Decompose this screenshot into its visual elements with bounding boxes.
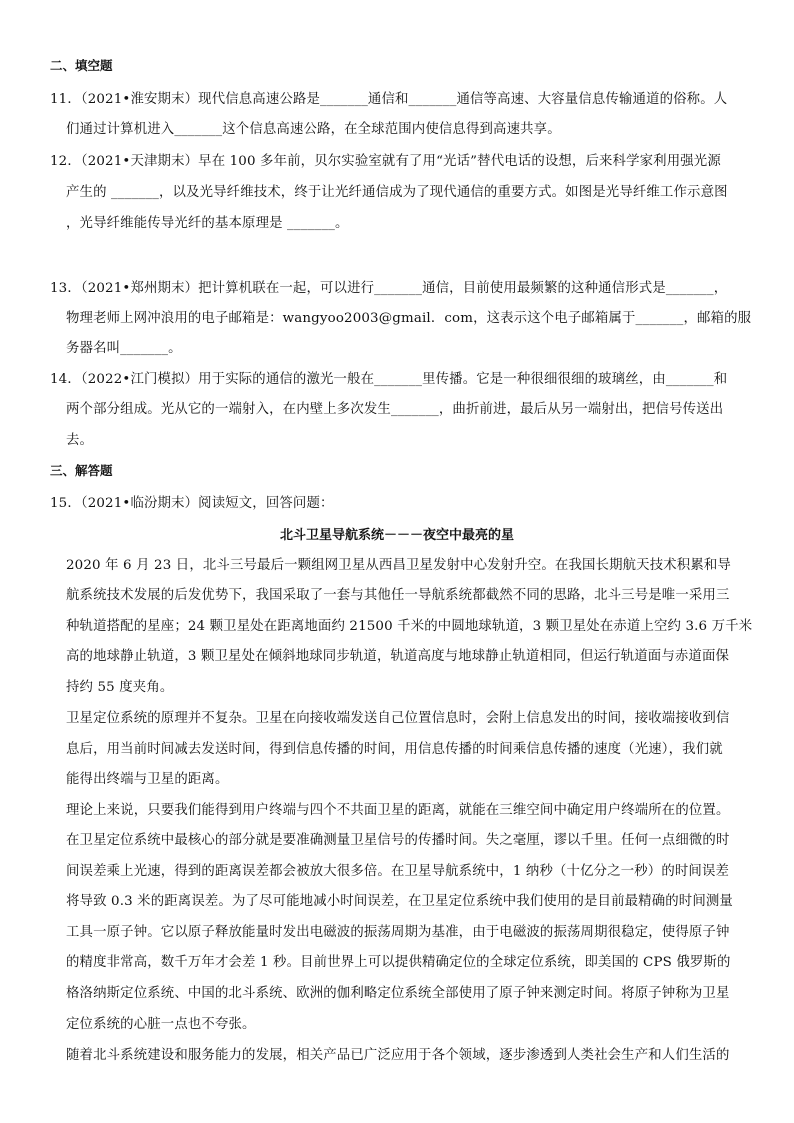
paragraph-1-line-5: 持约 55 度夹角。 <box>66 680 174 695</box>
paragraph-3-line-1: 理论上来说，只要我们能得到用户终端与四个不共面卫星的距离，就能在三维空间中确定用户终端所在的位置。 <box>66 803 730 818</box>
question-12-line-1: 12．（2021•天津期末）早在 100 多年前，贝尔实验室就有了用“光话”替代电话的设想，后来科学家利用强光源 <box>50 154 721 169</box>
paragraph-3-line-6: 的精度非常高，数千万年才会差 1 秒。目前世界上可以提供精确定位的全球定位系统，即美国的 CPS 俄罗斯的 <box>66 955 731 970</box>
paragraph-2-line-2: 息后，用当前时间减去发送时间，得到信息传播的时间，用信息传播的时间乘信息传播的速度（光速），我们就 <box>66 742 723 757</box>
question-14-line-2: 两个部分组成。光从它的一端射入，在内壁上多次发生_______，曲折前进，最后从另一端射出，把信号传送出 <box>66 402 724 417</box>
paragraph-1-line-2: 航系统技术发展的后发优势下，我国采取了一套与其他任一导航系统都截然不同的思路，北斗三号是唯一采用三 <box>66 588 730 603</box>
paragraph-3-line-7: 格洛纳斯定位系统、中国的北斗系统、欧洲的伽利略定位系统全部使用了原子钟来测定时间。将原子钟称为卫星 <box>66 986 730 1001</box>
article-title: 北斗卫星导航系统－－－夜空中最亮的星 <box>279 528 514 543</box>
paragraph-4-line-1: 随着北斗系统建设和服务能力的发展，相关产品已广泛应用于各个领域，逐步渗透到人类社会生产和人们生活的 <box>66 1048 730 1063</box>
paragraph-1-line-1: 2020 年 6 月 23 日，北斗三号最后一颗组网卫星从西昌卫星发射中心发射升空。在我国长期航天技术积累和导 <box>66 558 731 573</box>
question-14-line-1: 14．（2022•江门模拟）用于实际的通信的激光一般在_______里传播。它是一种很细很细的玻璃丝，由_______和 <box>50 372 728 387</box>
paragraph-1-line-4: 高的地球静止轨道，3 颗卫星处在倾斜地球同步轨道，轨道高度与地球静止轨道相同，但运行轨道面与赤道面保 <box>66 649 730 664</box>
paragraph-1-line-3: 种轨道搭配的星座；24 颗卫星处在距离地面约 21500 千米的中圆地球轨道，3 颗卫星处在赤道上空约 3.6 万千米 <box>66 619 753 634</box>
paragraph-3-line-8: 定位系统的心脏一点也不夸张。 <box>66 1017 256 1032</box>
section-heading-answer: 三、解答题 <box>50 463 113 478</box>
paragraph-3-line-2: 在卫星定位系统中最核心的部分就是要准确测量卫星信号的传播时间。失之毫厘，谬以千里。任何一点细微的时 <box>66 833 730 848</box>
paragraph-2-line-1: 卫星定位系统的原理并不复杂。卫星在向接收端发送自己位置信息时，会附上信息发出的时间，接收端接收到信 <box>66 711 730 726</box>
question-12-line-2: 产生的 _______，以及光导纤维技术，终于让光纤通信成为了现代通信的重要方式。如图是光导纤维工作示意图 <box>66 185 728 200</box>
question-13-line-3: 务器名叫_______。 <box>66 341 182 356</box>
question-13-line-1: 13．（2021•郑州期末）把计算机联在一起，可以进行_______通信，目前使用最频繁的这种通信形式是_______， <box>50 281 728 296</box>
question-11-line-1: 11．（2021•淮安期末）现代信息高速公路是_______通信和_______通信等高速、大容量信息传输通道的俗称。人 <box>50 92 728 107</box>
paragraph-3-line-3: 间误差乘上光速，得到的距离误差都会被放大很多倍。在卫星导航系统中，1 纳秒（十亿分之一秒）的时间误差 <box>66 864 730 879</box>
question-11-line-2: 们通过计算机进入_______这个信息高速公路，在全球范围内使信息得到高速共享。 <box>66 122 561 137</box>
section-heading-fill-blank: 二、填空题 <box>50 58 113 73</box>
question-13-line-2: 物理老师上网冲浪用的电子邮箱是：wangyoo2003@gmail．com，这表示这个电子邮箱属于_______，邮箱的服 <box>66 311 752 326</box>
question-15-intro: 15．（2021•临汾期末）阅读短文，回答问题： <box>50 496 334 511</box>
paragraph-3-line-4: 将导致 0.3 米的距离误差。为了尽可能地减小时间误差，在卫星定位系统中我们使用的是目前最精确的时间测量 <box>66 894 733 909</box>
paragraph-3-line-5: 工具一原子钟。它以原子释放能量时发出电磁波的振荡周期为基准，由于电磁波的振荡周期很稳定，使得原子钟 <box>66 925 730 940</box>
question-12-line-3: ，光导纤维能传导光纤的基本原理是 _______。 <box>66 216 349 231</box>
question-14-line-3: 去。 <box>66 433 94 448</box>
paragraph-2-line-3: 能得出终端与卫星的距离。 <box>66 772 229 787</box>
